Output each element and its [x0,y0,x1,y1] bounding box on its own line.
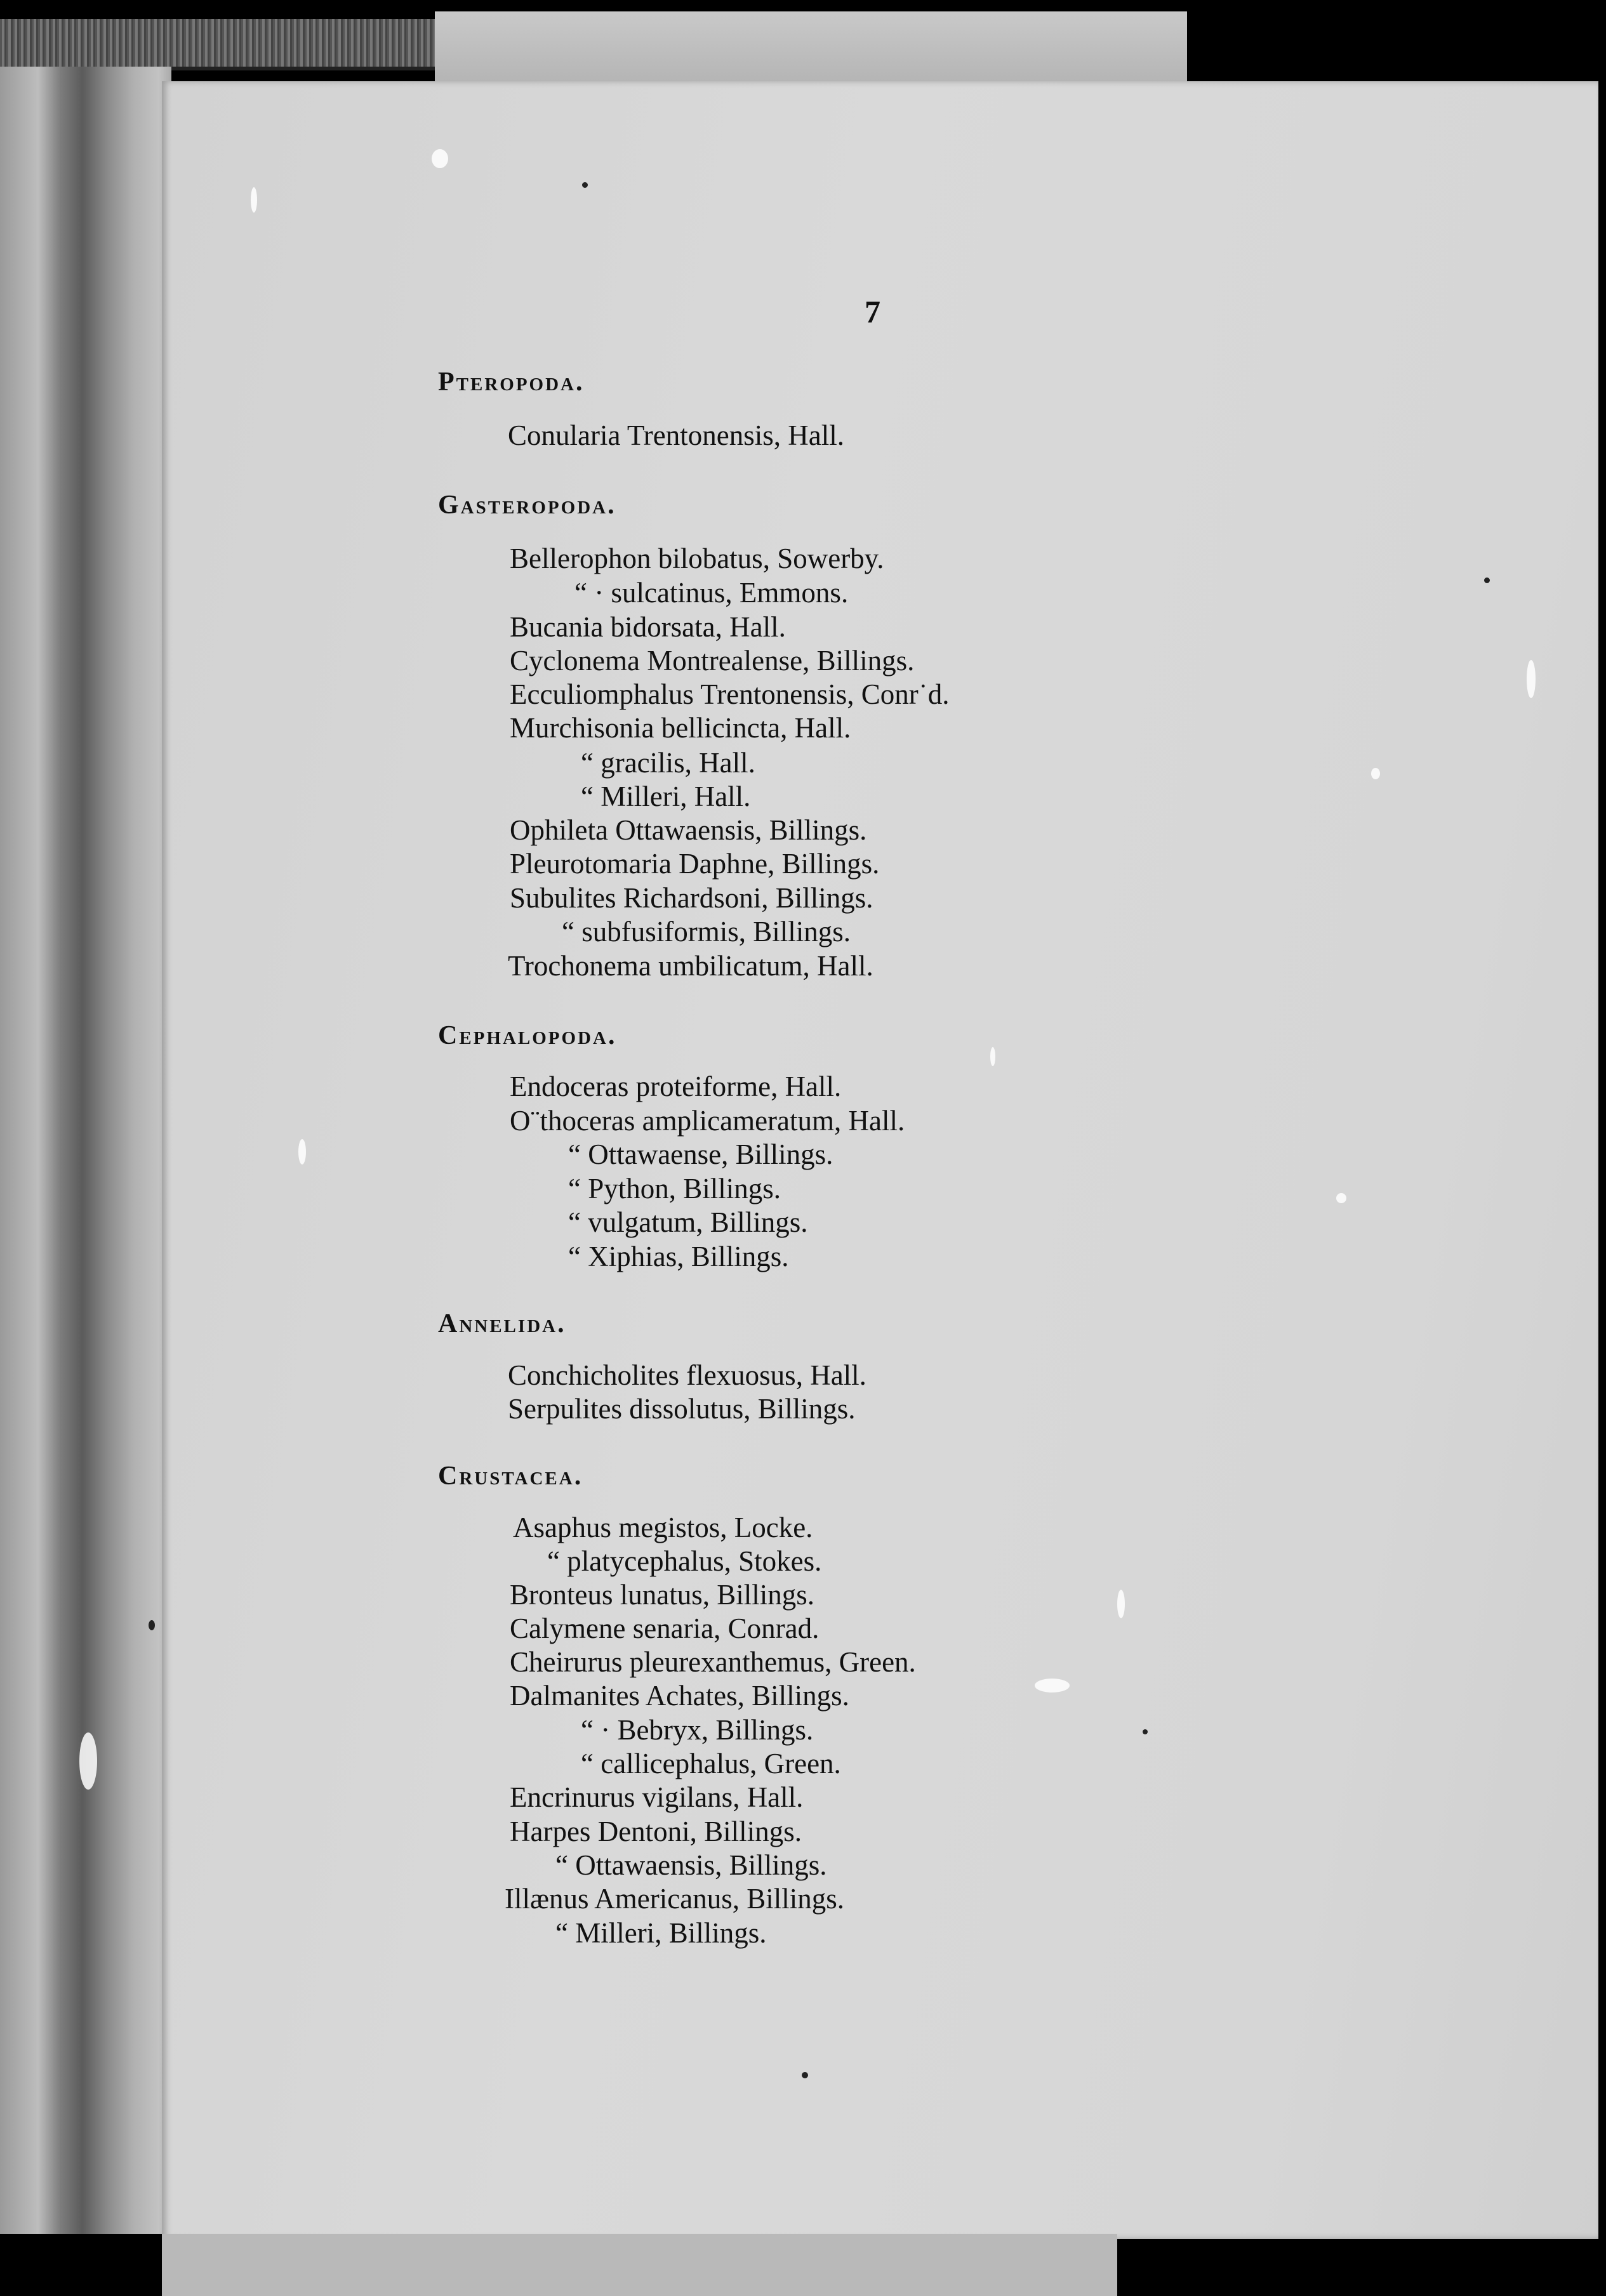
species-entry: “ Milleri, Hall. [581,781,751,812]
scan-speck [432,149,448,168]
section-heading-pteropoda: Pteropoda. [438,367,585,397]
species-entry: “ Ottawaense, Billings. [568,1138,833,1170]
species-entry: “ callicephalus, Green. [581,1748,841,1779]
species-entry: “ platycephalus, Stokes. [547,1545,822,1577]
scan-speck [1527,660,1536,698]
ink-dot [1484,577,1490,583]
page-number: 7 [865,294,880,329]
scan-speck [1117,1590,1125,1618]
species-entry: Cheirurus pleurexanthemus, Green. [510,1646,916,1678]
section-heading-gasteropoda: Gasteropoda. [438,491,616,520]
species-entry: Conularia Trentonensis, Hall. [508,419,844,451]
species-entry: Pleurotomaria Daphne, Billings. [510,848,880,880]
species-entry: Bucania bidorsata, Hall. [510,611,786,643]
species-entry: Harpes Dentoni, Billings. [510,1816,802,1847]
section-heading-annelida: Annelida. [438,1309,566,1338]
ink-dot [582,182,588,188]
species-entry: “ vulgatum, Billings. [568,1206,808,1238]
top-paper-flap [435,11,1187,81]
species-entry: Dalmanites Achates, Billings. [510,1680,849,1712]
binding-gutter [0,67,171,2234]
scan-speck [1336,1193,1346,1203]
bottom-paper-flap [162,2234,1117,2296]
ink-dot [1143,1729,1148,1734]
species-entry: Murchisonia bellicincta, Hall. [510,712,851,744]
section-heading-crustacea: Crustacea. [438,1461,583,1491]
species-entry: “ gracilis, Hall. [581,747,755,779]
species-entry: Endoceras proteiforme, Hall. [510,1071,842,1102]
scan-speck [298,1139,306,1164]
ink-dot [149,1620,155,1630]
species-entry: Trochonema umbilicatum, Hall. [508,950,873,982]
species-entry: O¨thoceras amplicameratum, Hall. [510,1105,905,1137]
section-heading-cephalopoda: Cephalopoda. [438,1021,617,1050]
species-entry: Encrinurus vigilans, Hall. [510,1781,804,1813]
species-entry: Illænus Americanus, Billings. [505,1883,844,1915]
species-entry: “ Python, Billings. [568,1173,781,1204]
species-entry: Ecculiomphalus Trentonensis, Conr˙d. [510,678,950,710]
species-entry: Asaphus megistos, Locke. [513,1512,813,1543]
species-entry: “ subfusiformis, Billings. [562,916,851,947]
binding-tape [0,19,438,70]
species-entry: Subulites Richardsoni, Billings. [510,882,873,914]
scan-speck [1035,1679,1070,1692]
species-entry: Serpulites dissolutus, Billings. [508,1393,856,1425]
species-entry: “ · Bebryx, Billings. [581,1714,814,1746]
species-entry: Ophileta Ottawaensis, Billings. [510,814,867,846]
species-entry: Conchicholites flexuosus, Hall. [508,1359,866,1391]
page-sheet [162,81,1598,2239]
species-entry: Calymene senaria, Conrad. [510,1613,820,1644]
scan-speck [251,187,257,213]
scan-speck [990,1047,995,1066]
scan-speck [79,1732,97,1790]
species-entry: “ Ottawaensis, Billings. [555,1849,827,1881]
species-entry: “ Xiphias, Billings. [568,1241,789,1272]
species-entry: “ · sulcatinus, Emmons. [574,577,849,609]
ink-dot [802,2072,808,2078]
species-entry: “ Milleri, Billings. [555,1917,767,1949]
species-entry: Cyclonema Montrealense, Billings. [510,645,915,676]
scan-speck [1371,768,1380,779]
species-entry: Bronteus lunatus, Billings. [510,1579,815,1611]
species-entry: Bellerophon bilobatus, Sowerby. [510,543,884,574]
